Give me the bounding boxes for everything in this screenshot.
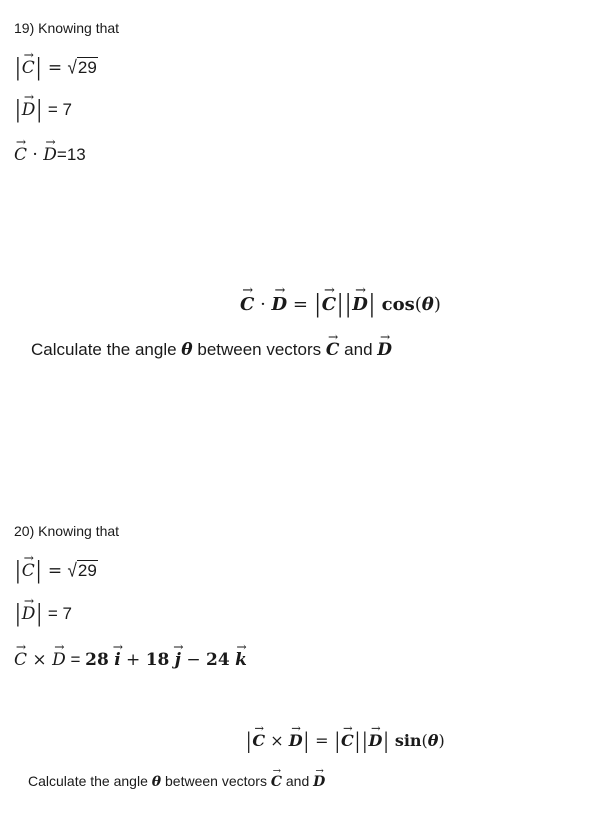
problem-19-question (31, 340, 392, 360)
problem-19-question-prefix: Calculate the angle (31, 340, 177, 359)
problem-19-magnitude-d: |→ D| = 7 (14, 100, 72, 120)
problem-19-magnitude-d-value: 7 (62, 100, 72, 119)
problem-20-formula-function: sin (394, 731, 422, 750)
problem-19-formula-operator: · (260, 294, 266, 315)
problem-20-question-prefix: Calculate the angle (28, 773, 148, 789)
problem-20-cross-product: → C × → D = 28 → i + 18 → j − 24 → k (14, 650, 247, 670)
problem-20-cross-j-coef: 18 (145, 650, 170, 670)
problem-20-question-theta: θ (151, 774, 162, 790)
problem-19-dot-product: → C · → D=13 (14, 145, 86, 165)
problem-19-formula: → C · → D = |→ C| |→ D| cos(θ) (240, 294, 441, 315)
problem-20-magnitude-d-value: 7 (62, 604, 72, 623)
problem-19-heading: 19) Knowing that (14, 20, 120, 36)
problem-20-formula: |→ C × → D| = |→ C| |→ D| sin(θ) (245, 731, 445, 750)
problem-19-formula-theta: θ (421, 294, 434, 315)
problem-20-question-and: and (285, 773, 310, 789)
problem-20-formula-operator: × (270, 731, 284, 750)
problem-20-question (28, 773, 325, 790)
problem-19-question-vector-d: → D (377, 340, 392, 360)
problem-19-dot-product-value: 13 (66, 145, 86, 164)
problem-19-magnitude-c-value: 29 (77, 58, 97, 77)
problem-19-formula-function: cos (381, 294, 415, 315)
problem-20-cross-k-coef: 24 (206, 650, 230, 670)
problem-20-question-vector-c: → C (271, 774, 282, 790)
problem-19-question-and: and (344, 340, 373, 359)
problem-20-magnitude-c: |→ C| = √29 (14, 560, 98, 581)
problem-20-formula-theta: θ (427, 731, 439, 750)
problem-20-question-vector-d: → D (313, 774, 325, 790)
problem-19-magnitude-c: |→ C| = √29 (14, 57, 98, 78)
problem-20-question-middle: between vectors (165, 773, 267, 789)
problem-20-magnitude-c-value: 29 (77, 561, 97, 580)
problem-20-heading: 20) Knowing that (14, 523, 120, 539)
problem-19-question-middle: between vectors (197, 340, 322, 359)
problem-19-question-vector-c: → C (326, 340, 340, 360)
problem-19-question-theta: θ (181, 340, 193, 360)
problem-20-magnitude-d: |→ D| = 7 (14, 604, 72, 624)
problem-20-cross-i-coef: 28 (85, 650, 109, 670)
